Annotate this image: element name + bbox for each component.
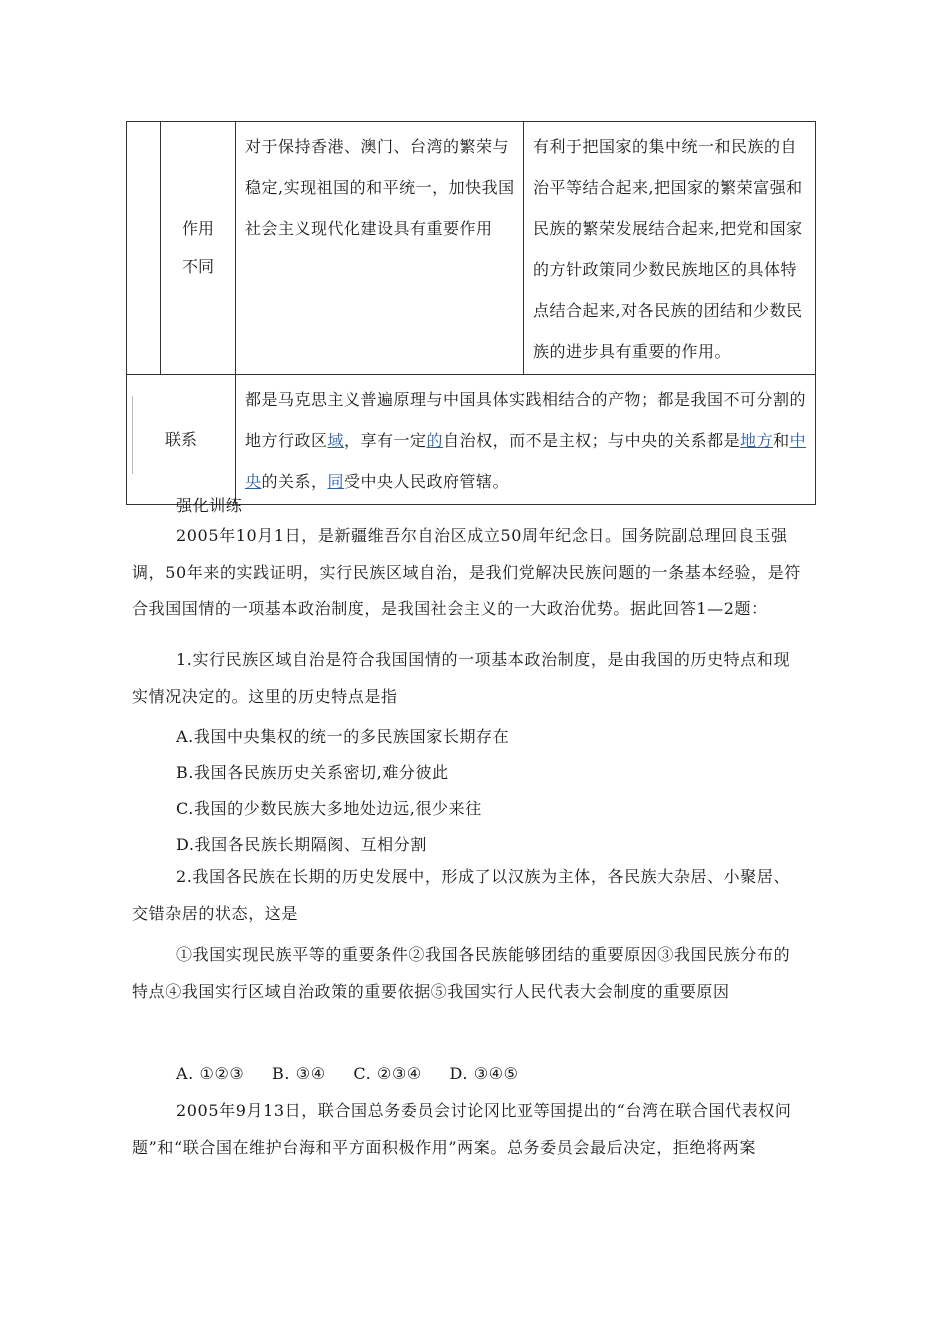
question-2-option-b: B. ③④ [272, 1064, 326, 1083]
text-segment: 和 [773, 431, 790, 450]
row-label-effect [161, 122, 236, 375]
row-label-line2: 不同 [181, 257, 214, 276]
link-zhongyang[interactable]: 中央 [245, 431, 807, 491]
table-cell [524, 122, 816, 375]
intro-paragraph-1: 2005年10月1日，是新疆维吾尔自治区成立50周年纪念日。国务院副总理回良玉强调，50年来的实践证明，实行民族区域自治，是我们党解决民族问题的一条基本经验，是符合我国国情的一项基本政治制度，是我国社会主义的一大政治优势。据此回答1—2题： [132, 526, 801, 618]
intro-paragraph-2: 2005年9月13日，联合国总务委员会讨论冈比亚等国提出的“台湾在联合国代表权问题”和“联合国在维护台海和平方面积极作用”两案。总务委员会最后决定，拒绝将两案 [132, 1101, 792, 1157]
section-title: 强化训练 [176, 496, 243, 515]
text-segment: 都是马克思主义普遍原理与中国具体实践相结合的产物；都是我国不可分割的地方行政区 [245, 390, 807, 450]
link-de[interactable]: 的 [426, 431, 444, 450]
cell-text-autonomy: 有利于把国家的集中统一和民族的自治平等结合起来,把国家的繁荣富强和民族的繁荣发展结合起来,把党和国家的方针政策同少数民族地区的具体特点结合起来,对各民族的团结和少数民族的进步具有重要的作用。 [533, 137, 803, 361]
row-label-relation: 联系 [127, 375, 236, 505]
table-row-effect [127, 122, 816, 375]
row-label-line1: 作用 [181, 219, 214, 238]
link-yu[interactable]: 域 [327, 431, 345, 450]
divider [132, 396, 133, 474]
question-1-option-a: A.我国中央集权的统一的多民族国家长期存在 [176, 727, 510, 746]
table-cell [236, 375, 816, 505]
question-2-stem: 2.我国各民族在长期的历史发展中，形成了以汉族为主体，各民族大杂居、小聚居、交错杂居的状态，这是 [132, 867, 791, 923]
text-segment: 的关系， [261, 472, 328, 491]
question-1-option-c: C.我国的少数民族大多地处边远,很少来往 [176, 799, 482, 818]
table-cell [236, 122, 524, 375]
link-difang[interactable]: 地方 [740, 431, 774, 450]
cell-text-relation [236, 375, 815, 504]
question-1-option-b: B.我国各民族历史关系密切,难分彼此 [176, 763, 449, 782]
question-1-option-d: D.我国各民族长期隔阂、互相分割 [176, 835, 427, 854]
text-segment: 自治权，而不是主权；与中央的关系都是 [443, 431, 741, 450]
table-spacer-cell [127, 122, 161, 375]
link-tong[interactable]: 同 [327, 472, 345, 491]
question-1-stem: 1.实行民族区域自治是符合我国国情的一项基本政治制度，是由我国的历史特点和现实情况决定的。这里的历史特点是指 [132, 650, 791, 706]
comparison-table [126, 121, 816, 505]
question-2-option-d: D. ③④⑤ [449, 1064, 519, 1083]
question-2-options [176, 1064, 541, 1083]
text-segment: 受中央人民政府管辖。 [344, 472, 510, 491]
text-segment: ，享有一定 [344, 431, 427, 450]
question-2-option-a: A. ①②③ [176, 1064, 245, 1083]
cell-text-sar: 对于保持香港、澳门、台湾的繁荣与稳定,实现祖国的和平统一，加快我国社会主义现代化建设具有重要作用 [245, 137, 515, 238]
question-2-items: ①我国实现民族平等的重要条件②我国各民族能够团结的重要原因③我国民族分布的特点④我国实行区域自治政策的重要依据⑤我国实行人民代表大会制度的重要原因 [132, 945, 791, 1001]
question-2-option-c: C. ②③④ [353, 1064, 422, 1083]
table-row-relation [127, 375, 816, 505]
